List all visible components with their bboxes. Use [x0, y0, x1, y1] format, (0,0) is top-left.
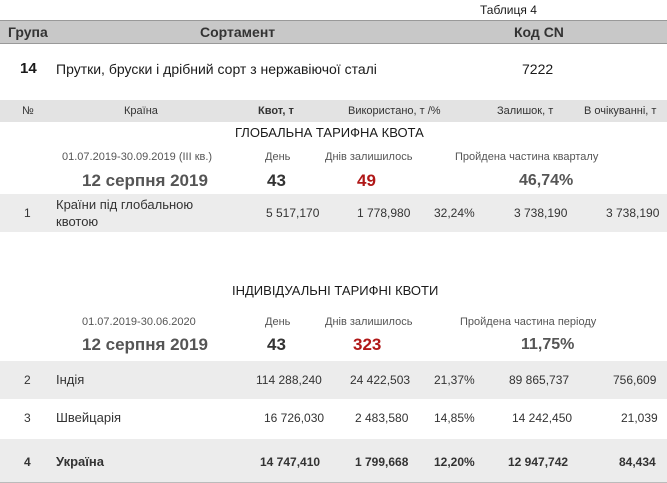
- column-header-row: [0, 100, 667, 122]
- global-day-label: День: [265, 151, 291, 163]
- individual-days-left: 323: [353, 335, 382, 354]
- table-row: [0, 361, 667, 399]
- col-quota: Квот, т: [258, 105, 294, 117]
- row-country: Індія: [56, 372, 85, 387]
- table-row: [0, 439, 667, 482]
- row-used-pct: 12,20%: [434, 455, 475, 469]
- global-passed: 46,74%: [519, 172, 574, 189]
- row-remaining: 14 242,450: [512, 411, 573, 425]
- row-number: 4: [24, 455, 31, 469]
- header-assortment: Сортамент: [200, 24, 276, 40]
- row-remaining: 12 947,742: [508, 455, 569, 469]
- individual-date: 12 серпня 2019: [82, 335, 208, 354]
- individual-day-label: День: [265, 316, 291, 328]
- row-pending: 756,609: [613, 373, 657, 387]
- row-remaining: 89 865,737: [509, 373, 570, 387]
- row-used: 24 422,503: [350, 373, 411, 387]
- row-quota: 114 288,240: [256, 373, 322, 387]
- row-quota: 5 517,170: [266, 206, 320, 220]
- row-quota: 16 726,030: [264, 411, 325, 425]
- group-header-bar: [0, 20, 667, 44]
- global-days-left: 49: [357, 171, 376, 190]
- row-number: 3: [24, 411, 31, 425]
- individual-day: 43: [267, 335, 286, 354]
- row-used: 2 483,580: [355, 411, 409, 425]
- row-country: Швейцарія: [56, 410, 121, 425]
- row-remaining: 3 738,190: [514, 206, 568, 220]
- row-used: 1 778,980: [357, 206, 411, 220]
- individual-period: 01.07.2019-30.06.2020: [82, 316, 196, 328]
- row-number: 1: [24, 206, 31, 220]
- table-caption: Таблиця 4: [480, 3, 537, 17]
- row-pending: 21,039: [621, 411, 658, 425]
- col-pending: В очікуванні, т: [584, 105, 657, 117]
- global-day: 43: [267, 171, 286, 190]
- global-section-title: ГЛОБАЛЬНА ТАРИФНА КВОТА: [235, 125, 424, 140]
- col-num: №: [22, 105, 34, 117]
- row-pending: 3 738,190: [606, 206, 660, 220]
- individual-days-left-label: Днів залишилось: [325, 316, 413, 328]
- col-used: Використано, т /%: [348, 105, 441, 117]
- product-name: Прутки, бруски і дрібний сорт з нержавіючої сталі: [56, 61, 377, 77]
- individual-passed-label: Пройдена частина періоду: [460, 316, 597, 328]
- global-passed-label: Пройдена частина кварталу: [455, 151, 599, 163]
- row-number: 2: [24, 373, 31, 387]
- product-cn: 7222: [522, 61, 554, 77]
- col-country: Країна: [124, 105, 158, 117]
- product-group: 14: [20, 60, 37, 77]
- header-group: Група: [8, 24, 48, 40]
- row-used-pct: 14,85%: [434, 411, 475, 425]
- row-pending: 84,434: [619, 455, 656, 469]
- row-country: Україна: [56, 454, 105, 469]
- row-quota: 14 747,410: [260, 455, 321, 469]
- row-used-pct: 21,37%: [434, 373, 475, 387]
- table-row: [0, 399, 667, 439]
- col-remaining: Залишок, т: [497, 105, 554, 117]
- global-days-left-label: Днів залишилось: [325, 151, 413, 163]
- table-row: [0, 194, 667, 232]
- global-period: 01.07.2019-30.09.2019 (III кв.): [62, 151, 213, 163]
- row-used-pct: 32,24%: [434, 206, 475, 220]
- row-country: Країни під глобальною квотою: [56, 197, 194, 229]
- individual-passed: 11,75%: [521, 336, 575, 353]
- individual-section-title: ІНДИВІДУАЛЬНІ ТАРИФНІ КВОТИ: [232, 283, 439, 298]
- global-date: 12 серпня 2019: [82, 171, 208, 190]
- header-cn: Код CN: [514, 24, 564, 40]
- row-used: 1 799,668: [355, 455, 409, 469]
